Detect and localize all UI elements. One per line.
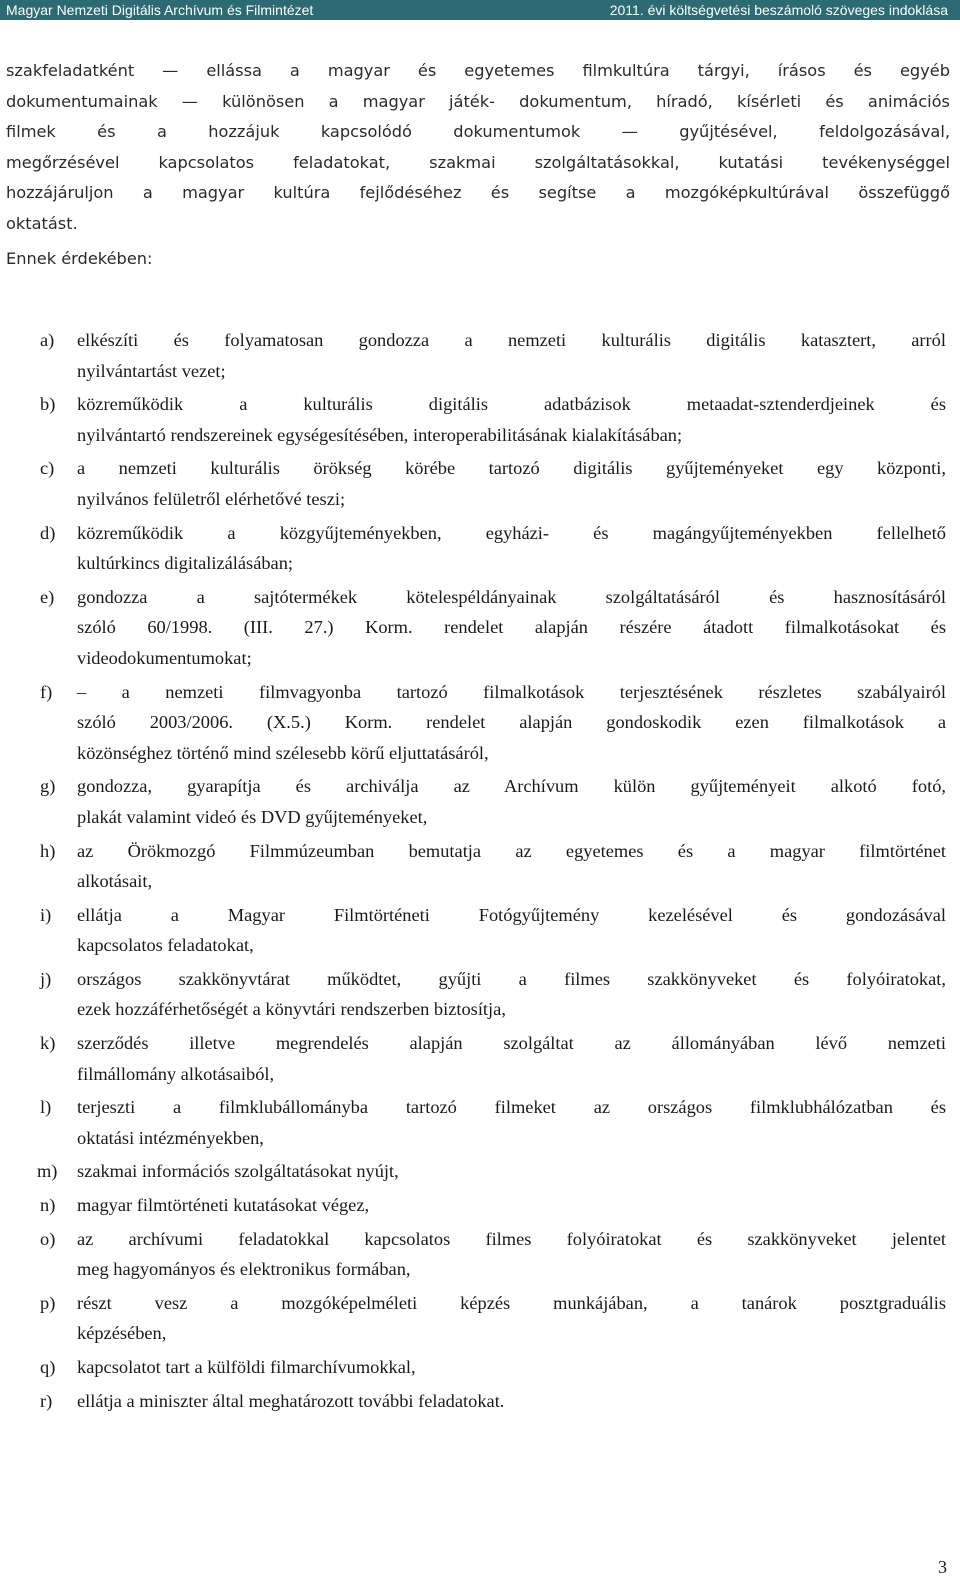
- list-item-line: nyilvántartást vezet;: [77, 360, 226, 381]
- list-item-marker: e): [40, 586, 55, 607]
- list-item: [6, 836, 946, 897]
- list-item-line: ellátja a miniszter által meghatározott további feladatokat.: [77, 1390, 505, 1411]
- list-item: [6, 453, 946, 514]
- list-item: [6, 1288, 946, 1349]
- list-item-text: [77, 325, 946, 386]
- list-item-marker: f): [40, 681, 53, 702]
- list-item-line: – a nemzeti filmvagyonba tartozó filmalkotások terjesztésének részletes szabályairól: [77, 681, 946, 702]
- list-item-line: az Örökmozgó Filmmúzeumban bemutatja az egyetemes és a magyar filmtörténet: [77, 840, 946, 861]
- list-item-text: [77, 1092, 946, 1153]
- intro-line: hozzájáruljon a magyar kultúra fejlődéséhez és segítse a mozgóképkultúrával összefüggő: [6, 183, 950, 203]
- list-item-marker: k): [40, 1033, 56, 1054]
- intro-paragraph: [6, 56, 950, 240]
- list-item: [6, 1352, 946, 1383]
- list-item-text: [77, 1224, 946, 1285]
- list-item: [6, 900, 946, 961]
- list-lead-in: Ennek érdekében:: [6, 249, 153, 268]
- intro-line: dokumentumainak — különösen a magyar játék- dokumentum, híradó, kísérleti és animációs: [6, 91, 950, 111]
- list-item-line: kapcsolatos feladatokat,: [77, 935, 254, 956]
- list-item-text: [77, 900, 946, 961]
- list-item-line: részt vesz a mozgóképelméleti képzés munkájában, a tanárok posztgraduális: [77, 1292, 946, 1313]
- list-item-text: [77, 1352, 946, 1383]
- list-item-marker: g): [40, 776, 56, 797]
- header-document-title: 2011. évi költségvetési beszámoló szöveges indoklása: [609, 2, 948, 18]
- list-item-marker: o): [40, 1228, 56, 1249]
- list-item-text: [77, 1190, 946, 1221]
- list-item-text: [77, 1156, 946, 1187]
- list-item-text: [77, 518, 946, 579]
- list-item-text: [77, 836, 946, 897]
- list-item-text: [77, 1386, 946, 1417]
- intro-line: oktatást.: [6, 213, 78, 233]
- list-item-line: gondozza a sajtótermékek kötelespéldányainak szolgáltatásáról és hasznosításáról: [77, 586, 946, 607]
- list-item-line: nyilvántartó rendszereinek egységesítésében, interoperabilitásának kialakításában;: [77, 424, 683, 445]
- list-item-line: nyilvános felületről elérhetővé teszi;: [77, 488, 346, 509]
- list-item-text: [77, 1028, 946, 1089]
- list-item: [6, 325, 946, 386]
- list-item-line: alkotásait,: [77, 871, 153, 892]
- list-item-line: szóló 60/1998. (III. 27.) Korm. rendelet alapján részére átadott filmalkotásokat és: [77, 617, 946, 638]
- list-item-line: közreműködik a közgyűjteményekben, egyházi- és magángyűjteményekben fellelhető: [77, 522, 946, 543]
- list-item-line: országos szakkönyvtárat működtet, gyűjti a filmes szakkönyveket és folyóiratokat,: [77, 968, 946, 989]
- list-item: [6, 1156, 946, 1187]
- list-item-line: elkészíti és folyamatosan gondozza a nemzeti kulturális digitális katasztert, arról: [77, 330, 946, 350]
- list-item-marker: m): [37, 1161, 58, 1182]
- list-item-marker: c): [40, 458, 55, 479]
- list-item-line: közreműködik a kulturális digitális adatbázisok metaadat-sztenderdjeinek és: [77, 394, 946, 415]
- list-item-text: [77, 389, 946, 450]
- list-item: [6, 964, 946, 1025]
- list-item-line: közönséghez történő mind szélesebb körű eljuttatásáról,: [77, 742, 489, 763]
- list-item-line: terjeszti a filmklubállományba tartozó filmeket az országos filmklubhálózatban és: [77, 1097, 946, 1118]
- list-item-line: oktatási intézményekben,: [77, 1127, 264, 1148]
- list-item-marker: j): [40, 968, 52, 989]
- list-item-marker: l): [40, 1097, 52, 1118]
- list-item-text: [77, 771, 946, 832]
- list-item-line: szakmai információs szolgáltatásokat nyújt,: [77, 1161, 399, 1182]
- list-item-text: [77, 453, 946, 514]
- list-item: [6, 389, 946, 450]
- list-item-marker: d): [40, 522, 56, 543]
- intro-line: filmek és a hozzájuk kapcsolódó dokumentumok — gyűjtésével, feldolgozásával,: [6, 122, 950, 142]
- list-item-line: plakát valamint videó és DVD gyűjteményeket,: [77, 806, 428, 827]
- list-item-text: [77, 1288, 946, 1349]
- list-item-line: filmállomány alkotásaiból,: [77, 1063, 275, 1084]
- list-item-line: képzésében,: [77, 1323, 167, 1344]
- list-item-line: magyar filmtörténeti kutatásokat végez,: [77, 1195, 370, 1216]
- list-item-marker: b): [40, 394, 56, 415]
- list-item: [6, 518, 946, 579]
- list-item-line: kapcsolatot tart a külföldi filmarchívumokkal,: [77, 1357, 416, 1377]
- list-item-line: az archívumi feladatokkal kapcsolatos filmes folyóiratokat és szakkönyveket jelentet: [77, 1228, 946, 1249]
- list-item: [6, 1092, 946, 1153]
- list-item: [6, 677, 946, 769]
- running-header: [0, 0, 960, 20]
- list-item: [6, 1190, 946, 1221]
- page-number: 3: [938, 1557, 947, 1577]
- list-item-line: videodokumentumokat;: [77, 647, 252, 668]
- list-item: [6, 1028, 946, 1089]
- list-item-line: szerződés illetve megrendelés alapján szolgáltat az állományában lévő nemzeti: [77, 1033, 946, 1054]
- list-item-text: [77, 964, 946, 1025]
- list-item: [6, 1224, 946, 1285]
- list-item-marker: n): [40, 1195, 56, 1216]
- intro-line: megőrzésével kapcsolatos feladatokat, szakmai szolgáltatásokkal, kutatási tevékenységgel: [6, 152, 950, 172]
- list-item: [6, 1386, 946, 1417]
- list-item-line: kultúrkincs digitalizálásában;: [77, 553, 294, 574]
- list-item-marker: i): [40, 904, 52, 925]
- list-item-marker: a): [40, 330, 55, 350]
- list-item-marker: h): [40, 840, 56, 861]
- list-item-marker: r): [40, 1390, 53, 1411]
- intro-line: szakfeladatként — ellássa a magyar és egyetemes filmkultúra tárgyi, írásos és egyéb: [6, 61, 950, 80]
- list-item-line: ellátja a Magyar Filmtörténeti Fotógyűjtemény kezelésével és gondozásával: [77, 904, 946, 925]
- task-list: [6, 325, 946, 1419]
- list-item-line: ezek hozzáférhetőségét a könyvtári rendszerben biztosítja,: [77, 999, 506, 1020]
- list-item-marker: p): [40, 1292, 56, 1313]
- list-item-line: gondozza, gyarapítja és archiválja az Archívum külön gyűjteményeit alkotó fotó,: [77, 776, 946, 797]
- list-item-line: szóló 2003/2006. (X.5.) Korm. rendelet alapján gondoskodik ezen filmalkotások a: [77, 712, 946, 733]
- list-item-text: [77, 582, 946, 674]
- list-item: [6, 771, 946, 832]
- list-item-line: a nemzeti kulturális örökség körébe tartozó digitális gyűjteményeket egy központi,: [77, 458, 946, 479]
- list-item-text: [77, 677, 946, 769]
- list-item: [6, 582, 946, 674]
- list-item-marker: q): [40, 1357, 56, 1377]
- header-institution: Magyar Nemzeti Digitális Archívum és Filmintézet: [6, 2, 314, 18]
- list-item-line: meg hagyományos és elektronikus formában,: [77, 1259, 411, 1280]
